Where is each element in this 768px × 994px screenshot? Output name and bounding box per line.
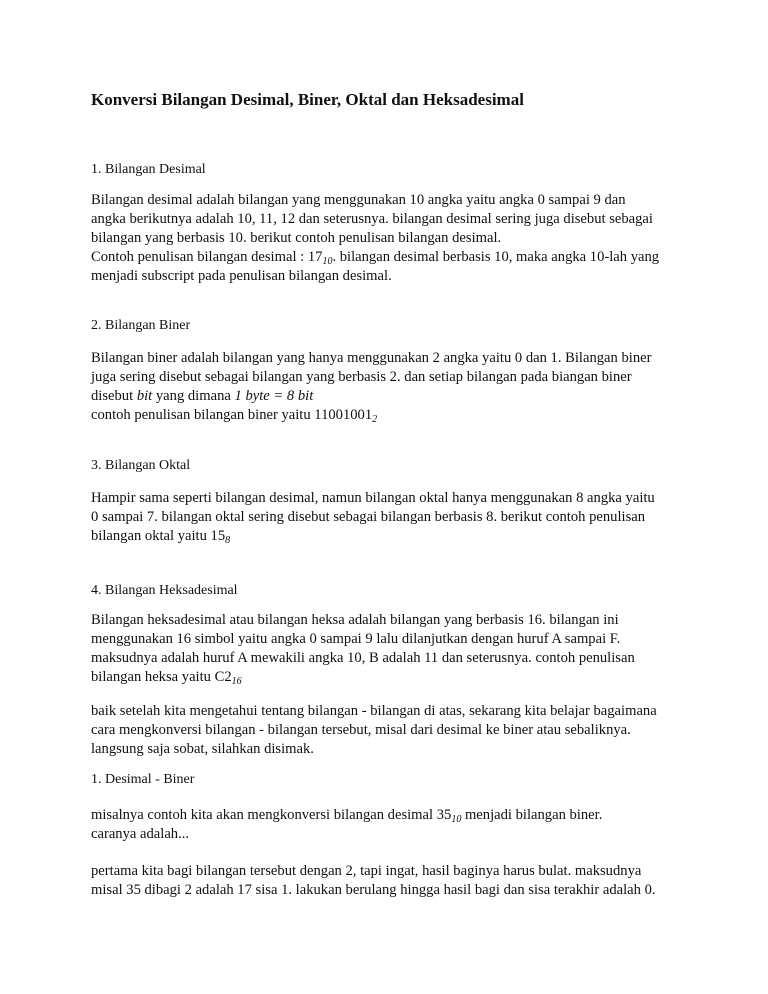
example-line [91,248,691,267]
section-heading-desimal: 1. Bilangan Desimal [91,162,206,177]
text-line: baik setelah kita mengetahui tentang bilangan - bilangan di atas, sekarang kita belajar bagaimana [91,703,657,719]
example-line [91,406,691,425]
example-line [91,668,691,687]
text-line: angka berikutnya adalah 10, 11, 12 dan seterusnya. bilangan desimal sering juga disebut sebagai [91,211,653,227]
text-line: 0 sampai 7. bilangan oktal sering disebut sebagai bilangan berbasis 8. berikut contoh penulisan [91,509,646,525]
example-text: Contoh penulisan bilangan desimal : 17 [91,249,323,265]
bit-line [91,387,691,406]
example-text: misalnya contoh kita akan mengkonversi bilangan desimal 35 [91,807,452,823]
section-heading-heksadesimal: 4. Bilangan Heksadesimal [91,583,238,598]
text-line: menggunakan 16 simbol yaitu angka 0 sampai 9 lalu dilanjutkan dengan huruf A sampai F. [91,631,621,647]
text-line: maksudnya adalah huruf A mewakili angka 10, B adalah 11 dan seterusnya. contoh penulisan [91,650,635,666]
example-line [91,806,691,825]
bit-text: disebut [91,388,137,404]
bit-term: bit [136,388,153,404]
subscript: 2 [372,414,378,425]
page-title: Konversi Bilangan Desimal, Biner, Oktal dan Heksadesimal [91,90,524,109]
conversion-intro [91,702,691,759]
example-text: menjadi bilangan biner. [461,807,603,823]
example-text: bilangan oktal yaitu 15 [91,528,226,544]
conversion-heading: 1. Desimal - Biner [91,772,195,787]
text-line: juga sering disebut sebagai bilangan yang berbasis 2. dan setiap bilangan pada biangan biner [91,369,632,385]
bit-text: yang dimana [152,388,235,404]
text-line: Bilangan desimal adalah bilangan yang menggunakan 10 angka yaitu angka 0 sampai 9 dan [91,192,626,208]
example-text: contoh penulisan bilangan biner yaitu 11001001 [91,407,373,423]
section-heading-biner: 2. Bilangan Biner [91,318,191,333]
section-body-oktal [91,489,691,546]
text-line: caranya adalah... [91,826,190,842]
subscript: 8 [225,535,231,546]
text-line: Hampir sama seperti bilangan desimal, namun bilangan oktal hanya menggunakan 8 angka yaitu [91,490,655,506]
conversion-steps [91,862,691,900]
conversion-example [91,806,691,844]
text-line: bilangan yang berbasis 10. berikut contoh penulisan bilangan desimal. [91,230,502,246]
text-line: pertama kita bagi bilangan tersebut dengan 2, tapi ingat, hasil baginya harus bulat. maksudnya [91,863,642,879]
text-line: Bilangan heksadesimal atau bilangan heksa adalah bilangan yang berbasis 16. bilangan ini [91,612,619,628]
section-body-heksadesimal [91,611,691,687]
section-body-desimal [91,191,691,286]
section-body-biner [91,349,691,425]
text-line: cara mengkonversi bilangan - bilangan tersebut, misal dari desimal ke biner atau sebaliknya. [91,722,631,738]
byte-equation: 1 byte = 8 bit [234,388,314,404]
subscript: 10 [451,814,462,825]
text-line: langsung saja sobat, silahkan disimak. [91,741,314,757]
text-line: misal 35 dibagi 2 adalah 17 sisa 1. lakukan berulang hingga hasil bagi dan sisa terakhir adalah 0. [91,882,656,898]
subscript: 10 [322,256,333,267]
text-line: Bilangan biner adalah bilangan yang hanya menggunakan 2 angka yaitu 0 dan 1. Bilangan biner [91,350,652,366]
example-line [91,527,691,546]
example-text: bilangan heksa yaitu C2 [91,669,232,685]
subscript: 16 [231,676,242,687]
text-line: menjadi subscript pada penulisan bilangan desimal. [91,268,392,284]
example-text: . bilangan desimal berbasis 10, maka angka 10-lah yang [332,249,660,265]
section-heading-oktal: 3. Bilangan Oktal [91,458,191,473]
